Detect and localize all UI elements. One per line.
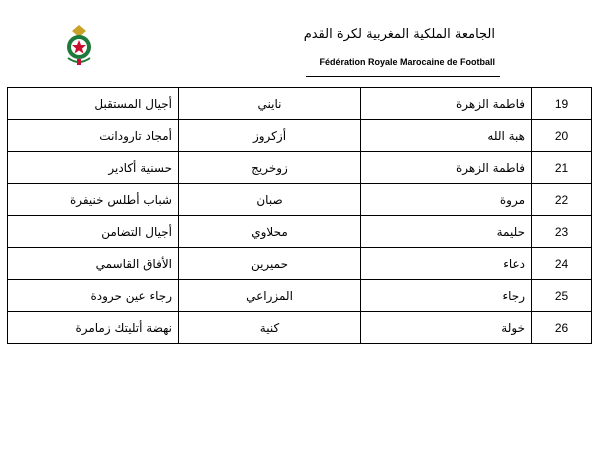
last-name-cell: محلاوي — [179, 216, 361, 248]
first-name-cell: مروة — [361, 184, 532, 216]
table-row — [8, 248, 592, 280]
last-name-cell: أزكروز — [179, 120, 361, 152]
header-divider — [306, 76, 500, 77]
row-number-cell: 25 — [532, 280, 592, 312]
federation-title-french: Fédération Royale Marocaine de Football — [319, 57, 495, 67]
row-number-cell: 19 — [532, 88, 592, 120]
first-name-cell: فاطمة الزهرة — [361, 88, 532, 120]
table-row — [8, 152, 592, 184]
last-name-cell: زوخريج — [179, 152, 361, 184]
club-cell: شباب أطلس خنيفرة — [8, 184, 179, 216]
table-row — [8, 312, 592, 344]
frmf-crest-icon — [62, 22, 96, 68]
player-roster-table — [7, 87, 592, 344]
club-cell: نهضة أتليتك زمامرة — [8, 312, 179, 344]
last-name-cell: نايني — [179, 88, 361, 120]
row-number-cell: 20 — [532, 120, 592, 152]
row-number-cell: 21 — [532, 152, 592, 184]
first-name-cell: خولة — [361, 312, 532, 344]
row-number-cell: 24 — [532, 248, 592, 280]
club-cell: حسنية أكادير — [8, 152, 179, 184]
federation-title-arabic: الجامعة الملكية المغربية لكرة القدم — [303, 27, 495, 42]
table-row — [8, 216, 592, 248]
club-cell: الأفاق القاسمي — [8, 248, 179, 280]
first-name-cell: فاطمة الزهرة — [361, 152, 532, 184]
row-number-cell: 26 — [532, 312, 592, 344]
table-row — [8, 184, 592, 216]
club-cell: رجاء عين حرودة — [8, 280, 179, 312]
last-name-cell: حميرين — [179, 248, 361, 280]
first-name-cell: حليمة — [361, 216, 532, 248]
club-cell: أجيال التضامن — [8, 216, 179, 248]
club-cell: أمجاد تارودانت — [8, 120, 179, 152]
last-name-cell: صبان — [179, 184, 361, 216]
first-name-cell: هبة الله — [361, 120, 532, 152]
row-number-cell: 22 — [532, 184, 592, 216]
last-name-cell: كنية — [179, 312, 361, 344]
first-name-cell: رجاء — [361, 280, 532, 312]
table-row — [8, 280, 592, 312]
club-cell: أجيال المستقبل — [8, 88, 179, 120]
row-number-cell: 23 — [532, 216, 592, 248]
first-name-cell: دعاء — [361, 248, 532, 280]
table-row — [8, 120, 592, 152]
table-row — [8, 88, 592, 120]
last-name-cell: المزراعي — [179, 280, 361, 312]
